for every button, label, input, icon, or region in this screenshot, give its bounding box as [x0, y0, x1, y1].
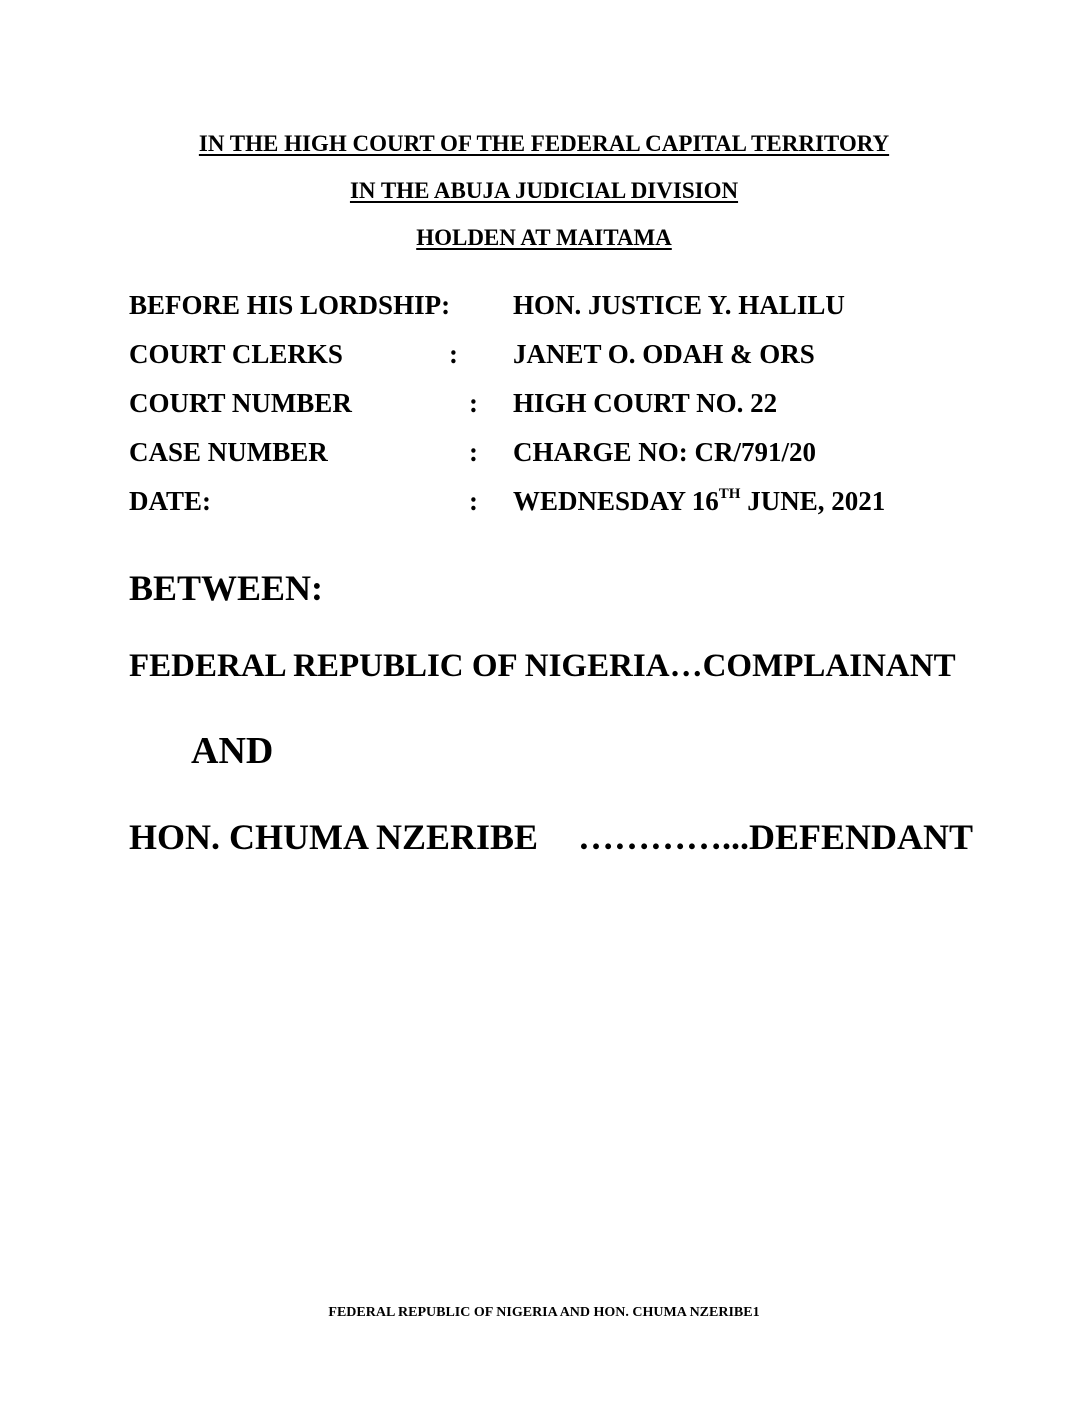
- court-number-colon: :: [469, 388, 478, 418]
- date-label: DATE:: [129, 486, 212, 516]
- court-clerks-value: JANET O. ODAH & ORS: [513, 339, 815, 369]
- judicial-division: IN THE ABUJA JUDICIAL DIVISION: [349, 178, 739, 203]
- running-footer: FEDERAL REPUBLIC OF NIGERIA AND HON. CHUMA NZERIBE1: [328, 1305, 760, 1320]
- judge-name: HON. JUSTICE Y. HALILU: [513, 290, 845, 320]
- court-clerks-label: COURT CLERKS: [129, 339, 343, 369]
- date-value: [513, 485, 885, 517]
- defendant-role: …………...DEFENDANT: [578, 817, 974, 857]
- complainant-line: FEDERAL REPUBLIC OF NIGERIA…COMPLAINANT: [129, 648, 956, 684]
- case-number-colon: :: [469, 437, 478, 467]
- court-number-label: COURT NUMBER: [129, 388, 352, 418]
- court-title: IN THE HIGH COURT OF THE FEDERAL CAPITAL TERRITORY: [198, 131, 890, 156]
- date-day: WEDNESDAY 16: [513, 486, 719, 516]
- date-month-year: JUNE, 2021: [740, 486, 886, 516]
- case-number-value: CHARGE NO: CR/791/20: [513, 437, 816, 467]
- and-separator: AND: [191, 730, 274, 772]
- date-colon: :: [469, 486, 478, 516]
- court-number-value: HIGH COURT NO. 22: [513, 388, 778, 418]
- court-location: HOLDEN AT MAITAMA: [416, 225, 672, 250]
- before-his-lordship-label: BEFORE HIS LORDSHIP:: [129, 290, 451, 320]
- court-clerks-colon: :: [449, 339, 458, 369]
- between-heading: BETWEEN:: [129, 568, 324, 608]
- defendant-name: HON. CHUMA NZERIBE: [129, 817, 539, 857]
- date-ordinal-suffix: TH: [718, 486, 741, 502]
- case-number-label: CASE NUMBER: [129, 437, 328, 467]
